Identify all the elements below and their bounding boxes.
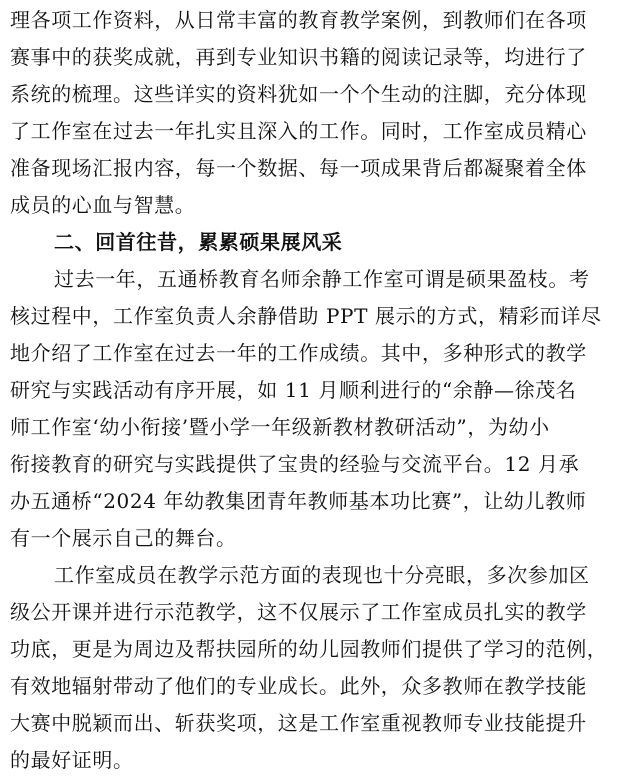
paragraph-3-line: 功底，更是为周边及帮扶园所的幼儿园教师们提供了学习的范例， <box>10 637 608 661</box>
paragraph-1-line: 了工作室在过去一年扎实且深入的工作。同时，工作室成员精心 <box>10 119 587 143</box>
paragraph-2-line: 衔接教育的研究与实践提供了宝贵的经验与交流平台。12 月承 <box>10 452 580 476</box>
paragraph-1-line: 理各项工作资料，从日常丰富的教育教学案例，到教师们在各项 <box>10 8 587 32</box>
paragraph-2 <box>10 261 612 557</box>
paragraph-2-line: 核过程中，工作室负责人余静借助 PPT 展示的方式，精彩而详尽 <box>10 304 602 328</box>
section-heading <box>10 224 612 261</box>
paragraph-1-line: 赛事中的获奖成就，再到专业知识书籍的阅读记录等，均进行了 <box>10 45 587 69</box>
paragraph-2-line: 办五通桥“2024 年幼教集团青年教师基本功比赛”，让幼儿教师 <box>10 489 587 513</box>
section-heading-text: 二、回首往昔，累累硕果展风采 <box>54 230 343 254</box>
paragraph-3-line: 级公开课并进行示范教学，这不仅展示了工作室成员扎实的教学 <box>10 600 587 624</box>
paragraph-1-line: 准备现场汇报内容，每一个数据、每一项成果背后都凝聚着全体 <box>10 156 587 180</box>
paragraph-1 <box>10 2 612 224</box>
paragraph-2-line: 地介绍了工作室在过去一年的工作成绩。其中，多种形式的教学 <box>10 341 587 365</box>
paragraph-2-line: 过去一年，五通桥教育名师余静工作室可谓是硕果盈枝。考 <box>54 267 590 291</box>
paragraph-1-line: 成员的心血与智慧。 <box>10 193 196 217</box>
paragraph-3-line: 的最好证明。 <box>10 748 134 772</box>
paragraph-3-line: 大赛中脱颖而出、斩获奖项，这是工作室重视教师专业技能提升 <box>10 711 587 735</box>
paragraph-3 <box>10 557 612 779</box>
paragraph-2-line: 师工作室‘幼小衔接’暨小学一年级新教材教研活动”，为幼小 <box>10 415 550 439</box>
paragraph-2-line: 有一个展示自己的舞台。 <box>10 526 237 550</box>
paragraph-2-line: 研究与实践活动有序开展，如 11 月顺利进行的“余静—徐茂名 <box>10 378 577 402</box>
paragraph-3-line: 有效地辐射带动了他们的专业成长。此外，众多教师在教学技能 <box>10 674 587 698</box>
paragraph-1-line: 系统的梳理。这些详实的资料犹如一个个生动的注脚，充分体现 <box>10 82 587 106</box>
paragraph-3-line: 工作室成员在教学示范方面的表现也十分亮眼，多次参加区 <box>54 563 590 587</box>
